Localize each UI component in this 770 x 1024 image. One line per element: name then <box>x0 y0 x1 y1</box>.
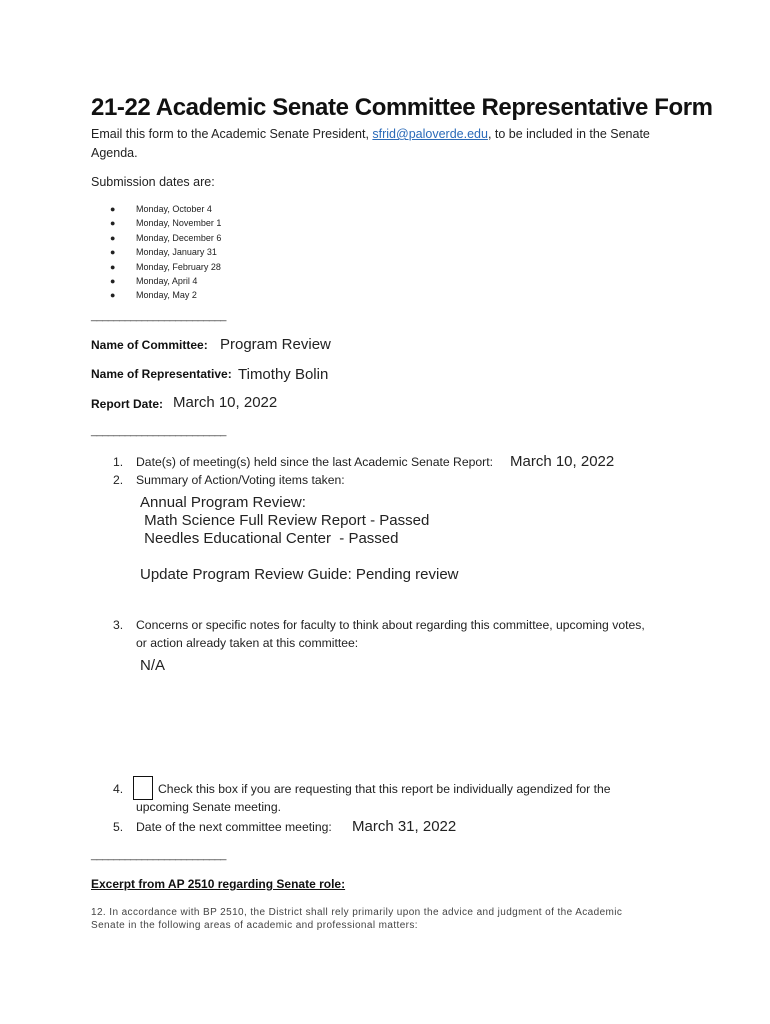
bullet-icon: ● <box>110 290 116 301</box>
list-item: ● Monday, November 1 <box>110 216 221 230</box>
list-item: ● Monday, February 28 <box>110 260 221 274</box>
item-number: 3. <box>113 618 124 632</box>
next-meeting-field[interactable]: March 31, 2022 <box>352 818 457 835</box>
divider-line: ________________________ <box>91 849 226 861</box>
list-item: ● Monday, December 6 <box>110 231 221 245</box>
excerpt-line-1: 12. In accordance with BP 2510, the District shall rely primarily upon the advice and judgment of the Academic <box>91 907 623 918</box>
bullet-icon: ● <box>110 204 116 214</box>
summary-label: Summary of Action/Voting items taken: <box>136 473 345 487</box>
divider-line: ________________________ <box>91 310 226 322</box>
summary-line: Annual Program Review: <box>140 494 306 511</box>
report-date-field[interactable]: March 10, 2022 <box>173 394 278 411</box>
list-item: ● Monday, October 4 <box>110 202 221 216</box>
item-number: 5. <box>113 820 124 834</box>
item-number: 2. <box>113 473 124 487</box>
submission-label: Submission dates are: <box>91 175 215 189</box>
summary-line: Math Science Full Review Report - Passed <box>140 512 430 529</box>
form-title: 21-22 Academic Senate Committee Representative Form <box>91 94 713 121</box>
bullet-icon: ● <box>110 261 116 272</box>
president-email-link[interactable]: sfrid@paloverde.edu <box>372 127 488 141</box>
excerpt-line-2: Senate in the following areas of academic and professional matters: <box>91 920 418 931</box>
intro-text-after: , to be included in the Senate <box>487 127 650 141</box>
divider-line: ________________________ <box>91 425 226 437</box>
committee-label: Name of Committee: <box>91 338 208 352</box>
intro-text-before: Email this form to the Academic Senate President, <box>91 127 373 141</box>
summary-line: Update Program Review Guide: Pending review <box>140 566 459 583</box>
intro-line-2: Agenda. <box>91 146 138 160</box>
agendize-label-line-2: upcoming Senate meeting. <box>136 800 281 814</box>
intro-line-1 <box>91 127 650 141</box>
submission-dates-list <box>110 202 221 303</box>
summary-line <box>140 548 459 566</box>
agendize-label-line-1: Check this box if you are requesting that this report be individually agendized for the <box>158 782 611 796</box>
list-item: ● Monday, January 31 <box>110 245 221 259</box>
meeting-dates-field[interactable]: March 10, 2022 <box>510 453 615 470</box>
report-date-label: Report Date: <box>91 397 164 411</box>
representative-field[interactable]: Timothy Bolin <box>238 366 329 383</box>
concerns-field[interactable]: N/A <box>140 657 166 674</box>
concerns-label-line-2: or action already taken at this committee: <box>136 636 359 650</box>
representative-label: Name of Representative: <box>91 367 232 381</box>
summary-field[interactable] <box>140 494 459 584</box>
bullet-icon: ● <box>110 232 116 243</box>
bullet-icon: ● <box>110 275 116 286</box>
excerpt-heading: Excerpt from AP 2510 regarding Senate role: <box>91 877 346 891</box>
concerns-label-line-1: Concerns or specific notes for faculty to think about regarding this committee, upcoming votes, <box>136 618 645 632</box>
item-number: 4. <box>113 782 124 796</box>
list-item: ● Monday, April 4 <box>110 274 221 288</box>
agendize-checkbox[interactable] <box>133 776 153 800</box>
committee-field[interactable]: Program Review <box>220 336 331 353</box>
bullet-icon: ● <box>110 218 116 229</box>
item-number: 1. <box>113 455 124 469</box>
bullet-icon: ● <box>110 247 116 258</box>
summary-line: Needles Educational Center - Passed <box>140 530 399 547</box>
list-item: ● Monday, May 2 <box>110 288 221 302</box>
meeting-dates-label: Date(s) of meeting(s) held since the last Academic Senate Report: <box>136 455 493 469</box>
next-meeting-label: Date of the next committee meeting: <box>136 820 332 834</box>
